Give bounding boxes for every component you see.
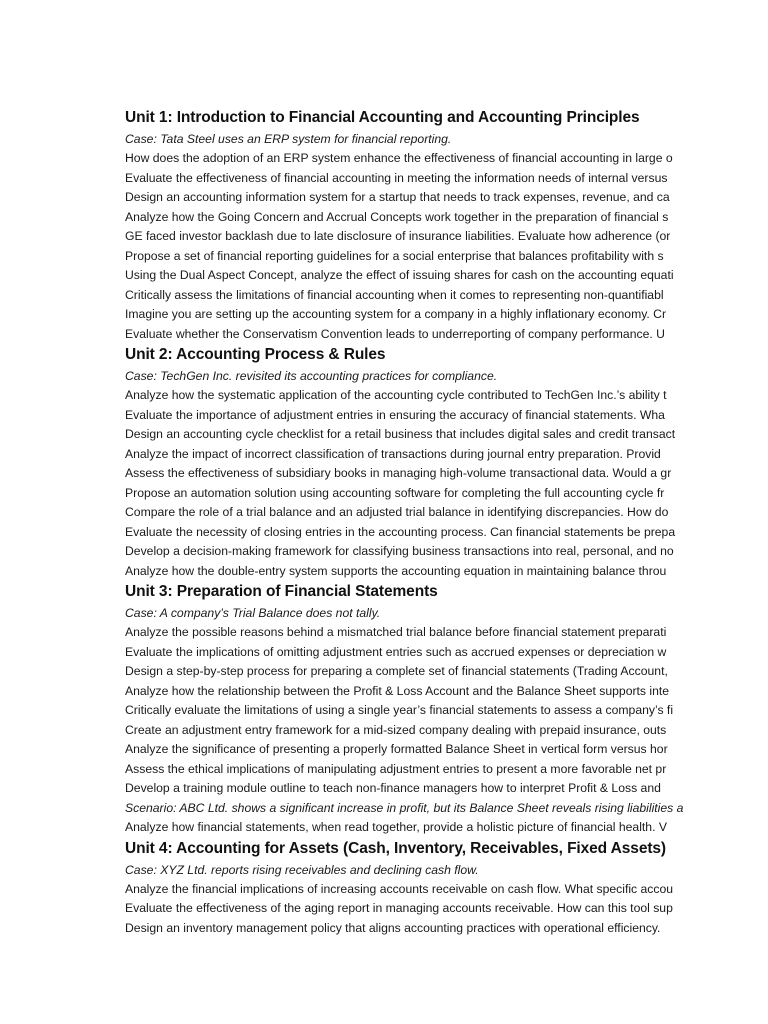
- question-line: Using the Dual Aspect Concept, analyze the effect of issuing shares for cash on the accounting equati: [125, 268, 674, 282]
- unit-4-case: Case: XYZ Ltd. reports rising receivables and declining cash flow.: [125, 862, 479, 877]
- question-line: Critically assess the limitations of financial accounting when it comes to representing non-quantifiabl: [125, 287, 664, 302]
- question-line: Evaluate the effectiveness of financial accounting in meeting the information needs of internal versus: [125, 170, 668, 185]
- scenario-line: Scenario: ABC Ltd. shows a significant increase in profit, but its Balance Sheet reveals rising liabilities a: [125, 800, 684, 815]
- unit-1-section: [125, 107, 688, 344]
- question-line: Analyze the financial implications of increasing accounts receivable on cash flow. What specific accou: [125, 881, 674, 896]
- question-line: Design an accounting information system for a startup that needs to track expenses, revenue, and ca: [125, 190, 670, 204]
- question-line: Propose a set of financial reporting guidelines for a social enterprise that balances profitability with s: [125, 248, 664, 263]
- unit-2-heading: Unit 2: Accounting Process & Rules: [125, 346, 386, 363]
- question-line: Assess the ethical implications of manipulating adjustment entries to present a more favorable net pr: [125, 761, 667, 776]
- question-line: Propose an automation solution using accounting software for completing the full accounting cycle fr: [125, 485, 665, 500]
- question-line: Analyze how the systematic application of the accounting cycle contributed to TechGen Inc.’s ability t: [125, 388, 667, 402]
- question-line: Compare the role of a trial balance and an adjusted trial balance in identifying discrepancies. How do: [125, 505, 669, 519]
- question-line: Evaluate the necessity of closing entries in the accounting process. Can financial statements be prepa: [125, 524, 676, 539]
- question-line: Analyze the impact of incorrect classification of transactions during journal entry preparation. Provid: [125, 446, 661, 461]
- unit-4-section: [125, 838, 688, 939]
- question-line: Analyze how the relationship between the Profit & Loss Account and the Balance Sheet supports inte: [125, 683, 670, 698]
- question-line: Critically evaluate the limitations of using a single year’s financial statements to assess a company’s fi: [125, 703, 674, 717]
- question-line: Analyze how the Going Concern and Accrual Concepts work together in the preparation of financial s: [125, 209, 669, 224]
- unit-3-case: Case: A company’s Trial Balance does not tally.: [125, 606, 381, 620]
- unit-2-case: Case: TechGen Inc. revisited its accounting practices for compliance.: [125, 369, 498, 383]
- question-line: Analyze the significance of presenting a properly formatted Balance Sheet in vertical form versus hor: [125, 742, 668, 756]
- question-line: Evaluate whether the Conservatism Convention leads to underreporting of company performance. U: [125, 326, 665, 341]
- question-line: Assess the effectiveness of subsidiary books in managing high-volume transactional data. Would a gr: [125, 466, 672, 480]
- question-line: Design a step-by-step process for preparing a complete set of financial statements (Trading Account,: [125, 664, 668, 678]
- question-line: GE faced investor backlash due to late disclosure of insurance liabilities. Evaluate how adherence (or: [125, 229, 671, 243]
- question-line: Analyze how the double-entry system supports the accounting equation in maintaining balance throu: [125, 563, 667, 578]
- document-body: [125, 106, 688, 938]
- question-line: Evaluate the implications of omitting adjustment entries such as accrued expenses or depreciation w: [125, 644, 667, 659]
- question-line: Create an adjustment entry framework for a mid-sized company dealing with prepaid insurance, outs: [125, 722, 667, 737]
- question-line: Design an inventory management policy that aligns accounting practices with operational efficiency.: [125, 920, 661, 935]
- unit-3-heading: Unit 3: Preparation of Financial Statements: [125, 583, 438, 600]
- unit-2-section: [125, 344, 688, 581]
- question-line: Evaluate the effectiveness of the aging report in managing accounts receivable. How can this tool sup: [125, 901, 673, 915]
- question-line: Develop a training module outline to teach non-finance managers how to interpret Profit & Loss and: [125, 781, 661, 795]
- unit-1-heading: Unit 1: Introduction to Financial Accounting and Accounting Principles: [125, 109, 640, 126]
- question-line: Analyze the possible reasons behind a mismatched trial balance before financial statement preparati: [125, 625, 667, 639]
- unit-1-case: Case: Tata Steel uses an ERP system for financial reporting.: [125, 132, 452, 146]
- unit-4-heading: Unit 4: Accounting for Assets (Cash, Inventory, Receivables, Fixed Assets): [125, 839, 666, 857]
- question-line: How does the adoption of an ERP system enhance the effectiveness of financial accounting in large o: [125, 151, 673, 165]
- unit-3-section: [125, 581, 688, 838]
- question-line: Evaluate the importance of adjustment entries in ensuring the accuracy of financial statements. Wha: [125, 407, 665, 422]
- question-line: Imagine you are setting up the accounting system for a company in a highly inflationary economy. Cr: [125, 307, 667, 321]
- question-line: Develop a decision-making framework for classifying business transactions into real, personal, and no: [125, 544, 674, 558]
- question-line: Analyze how financial statements, when read together, provide a holistic picture of financial health. V: [125, 820, 667, 834]
- question-line: Design an accounting cycle checklist for a retail business that includes digital sales and credit transact: [125, 427, 676, 441]
